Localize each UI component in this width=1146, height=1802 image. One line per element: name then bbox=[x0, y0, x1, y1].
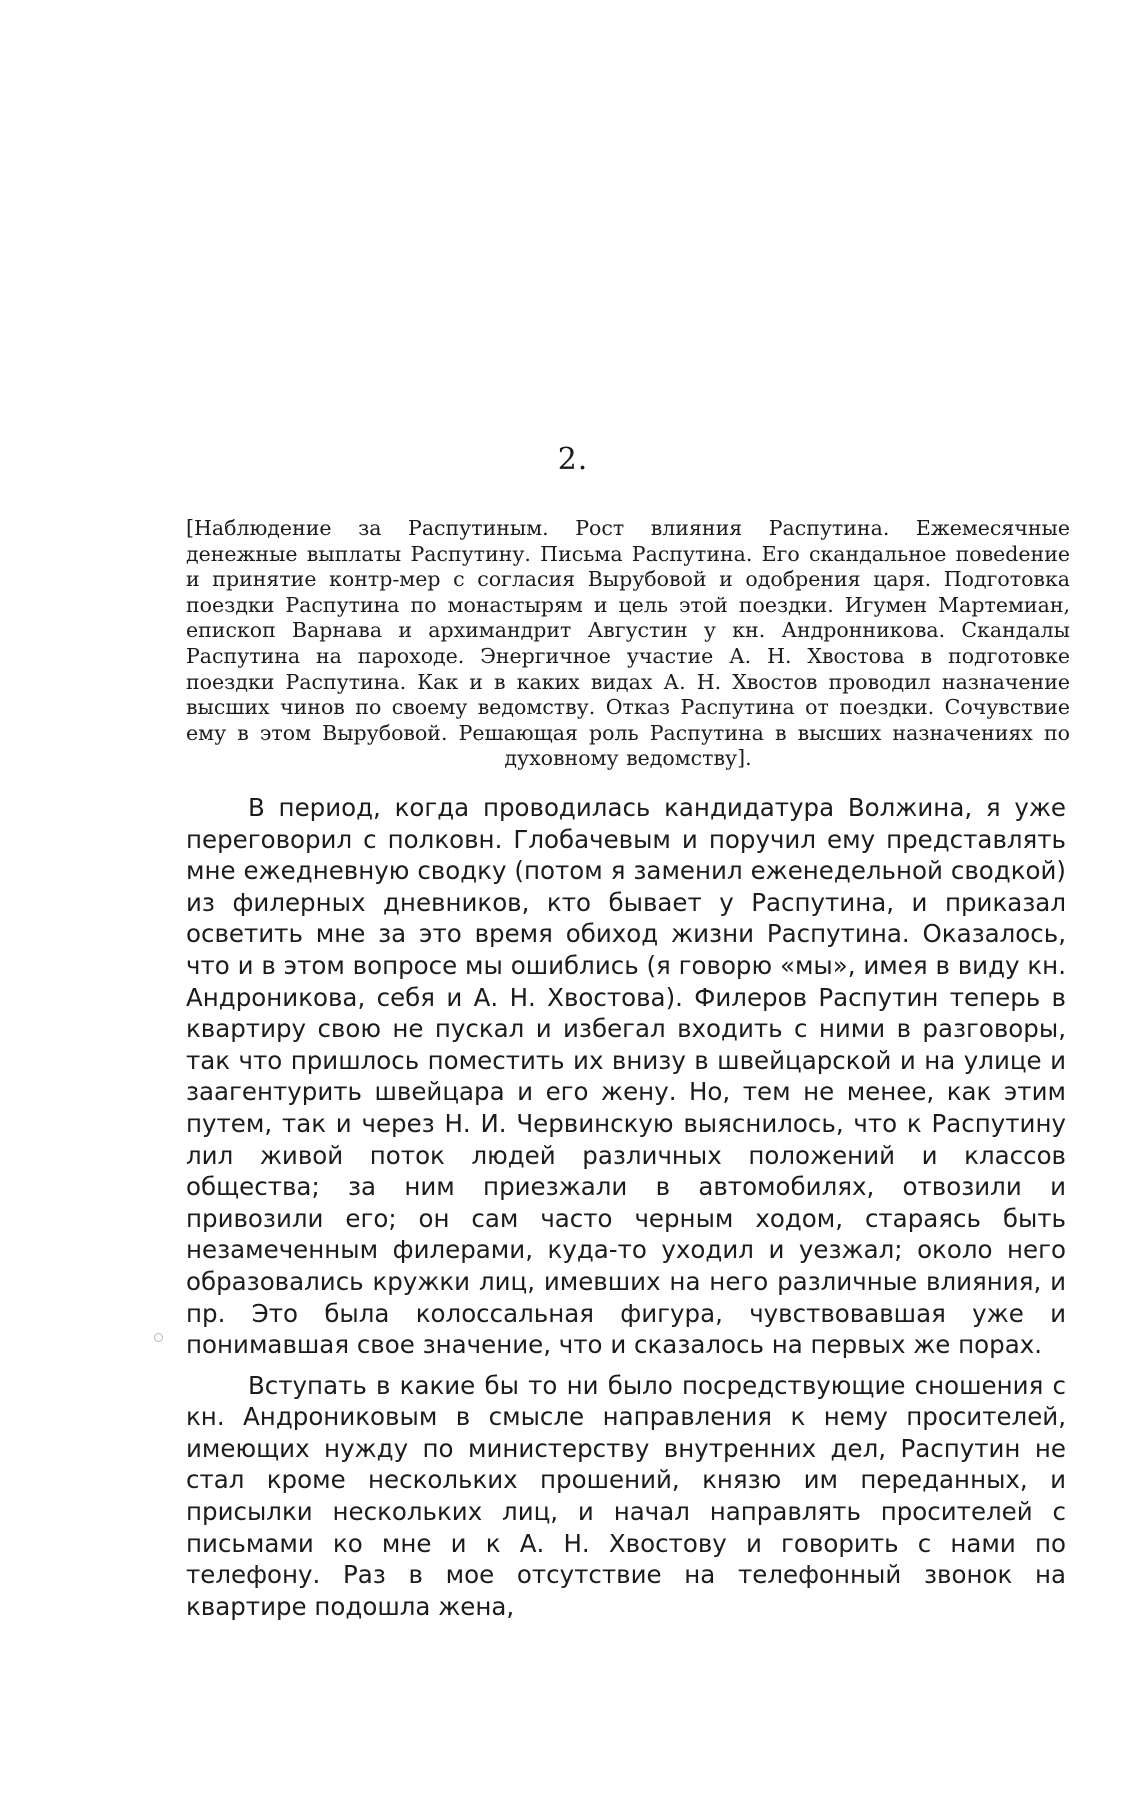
paragraph: Вступать в какие бы то ни было посредствующие сношения с кн. Андрониковым в смысле направления к нему просителей, имеющих нужду по министерству внутренних дел, Распутин не стал кроме нескольких прошений, князю им переданных, и присылки нескольких лиц, и начал направлять просителей с письмами ко мне и к А. Н. Хвостову и говорить с нами по телефону. Раз в мое отсутствие на телефонный звонок на квартире подошла жена, bbox=[186, 1370, 1066, 1621]
paragraph: В период, когда проводилась кандидатура Волжина, я уже переговорил с полковн. Глобачевым и поручил ему представлять мне ежедневную сводку (потом я заменил еженедельной сводкой) из филерных дневников, кто бывает у Распутина, и приказал осветить мне за это время обиход жизни Распутина. Оказалось, что и в этом вопросе мы ошиблись (я говорю «мы», имея в виду кн. Андроникова, себя и А. Н. Хвостова). Филеров Распутин теперь в квартиру свою не пускал и избегал входить с ними в разговоры, так что пришлось поместить их внизу в швейцарской и на улице и заагентурить швейцара и его жену. Но, тем не менее, как этим путем, так и через Н. И. Червинскую выяснилось, что к Распутину лил живой поток людей различных положений и классов общества; за ним приезжали в автомобилях, отвозили и привозили его; он сам часто черным ходом, стараясь быть незамеченным филерами, куда-то уходил и уезжал; около него образовались кружки лиц, имевших на него различные влияния, и пр. Это была колоссальная фигура, чувствовавшая уже и понимавшая свое значение, что и сказалось на первых же порах. bbox=[186, 793, 1066, 1360]
section-number: 2. bbox=[557, 442, 589, 477]
chapter-summary: [Наблюдение за Распутиным. Рост влияния Распутина. Ежемесячные денежные выплаты Распутину. Письма Распутина. Его скандальное повеdение и принятие контр-мер с согласия Вырубовой и одобрения царя. Подготовка поездки Распутина по монастырям и цель этой поездки. Игумен Мартемиан, епископ Варнава и архимандрит Августин у кн. Андронникова. Скандалы Распутина на пароходе. Энергичное участие А. Н. Хвостова в подготовке поездки Распутина. Как и в каких видах А. Н. Хвостов проводил назначение высших чинов по своему ведомству. Отказ Распутина от поездки. Сочувствие ему в этом Вырубовой. Решающая роль Распутина в высших назначениях по духовному ведомству]. bbox=[186, 516, 1070, 771]
body-text bbox=[186, 792, 1066, 1622]
paper-speck bbox=[154, 1333, 163, 1342]
